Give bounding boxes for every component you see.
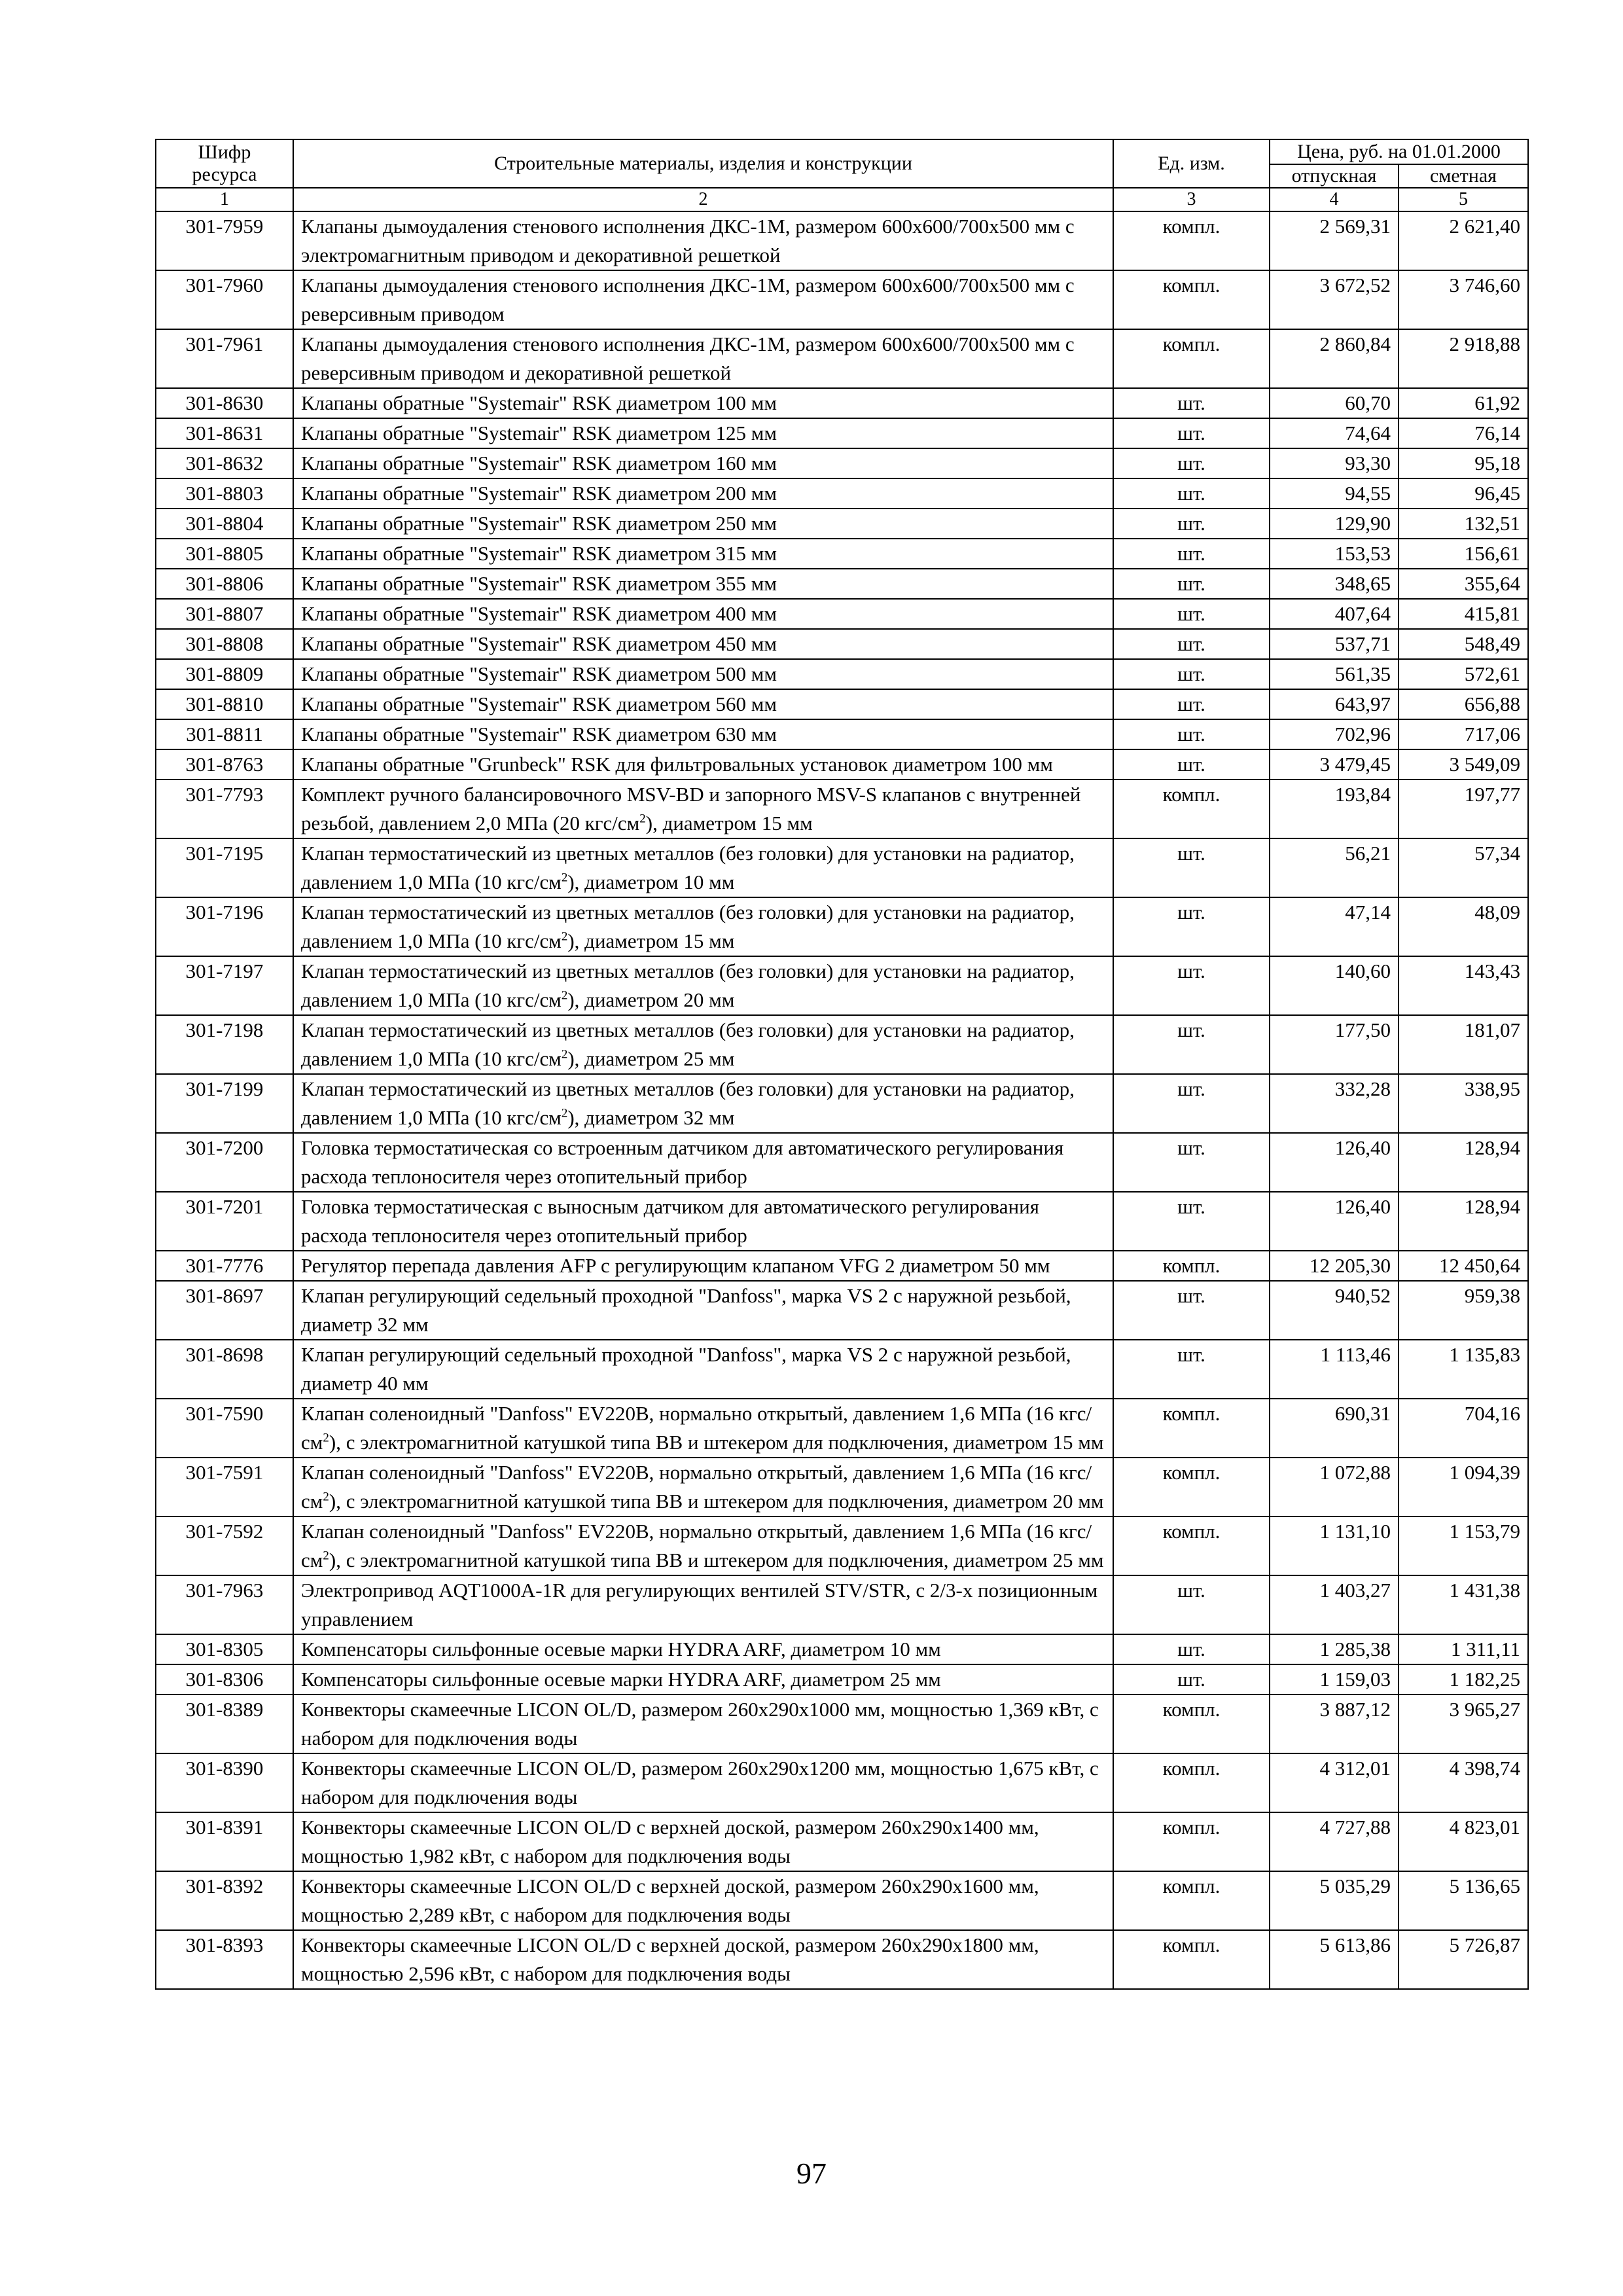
unit-of-measure: компл. xyxy=(1113,1695,1270,1753)
price-estimate: 61,92 xyxy=(1399,388,1528,418)
column-number: 5 xyxy=(1399,188,1528,211)
table-row xyxy=(156,599,1528,629)
unit-of-measure: компл. xyxy=(1113,1871,1270,1930)
material-description: Клапаны обратные "Systemair" RSK диаметром 355 мм xyxy=(293,569,1113,599)
price-estimate: 197,77 xyxy=(1399,780,1528,838)
material-description: Клапаны дымоудаления стенового исполнения ДКС-1М, размером 600х600/700х500 мм с реверсивным приводом и декоративной решеткой xyxy=(293,329,1113,388)
price-wholesale: 643,97 xyxy=(1270,689,1399,719)
price-estimate: 5 726,87 xyxy=(1399,1930,1528,1989)
material-description: Клапан термостатический из цветных металлов (без головки) для установки на радиатор, давлением 1,0 МПа (10 кгс/$см^2$), диаметром 20 мм xyxy=(293,956,1113,1015)
material-description: Клапаны обратные "Systemair" RSK диаметром 315 мм xyxy=(293,539,1113,569)
resource-code: 301-8391 xyxy=(156,1812,293,1871)
header-price-estimate: сметная xyxy=(1399,164,1528,188)
material-description: Конвекторы скамеечные LICON OL/D с верхней доской, размером 260х290х1400 мм, мощностью 1,982 кВт, с набором для подключения воды xyxy=(293,1812,1113,1871)
table-row xyxy=(156,689,1528,719)
price-wholesale: 1 159,03 xyxy=(1270,1664,1399,1695)
table-row xyxy=(156,897,1528,956)
unit-of-measure: компл. xyxy=(1113,211,1270,270)
price-wholesale: 93,30 xyxy=(1270,448,1399,478)
table-row xyxy=(156,838,1528,897)
price-estimate: 1 153,79 xyxy=(1399,1516,1528,1575)
superscript-two: 2 xyxy=(323,1549,329,1563)
price-wholesale: 5 035,29 xyxy=(1270,1871,1399,1930)
unit-of-measure: компл. xyxy=(1113,270,1270,329)
column-number: 3 xyxy=(1113,188,1270,211)
superscript-two: 2 xyxy=(561,1047,568,1062)
table-row xyxy=(156,956,1528,1015)
header-price-group: Цена, руб. на 01.01.2000 xyxy=(1270,139,1528,164)
resource-code: 301-7196 xyxy=(156,897,293,956)
unit-of-measure: шт. xyxy=(1113,569,1270,599)
price-wholesale: 3 672,52 xyxy=(1270,270,1399,329)
price-estimate: 143,43 xyxy=(1399,956,1528,1015)
resource-code: 301-8763 xyxy=(156,749,293,780)
price-wholesale: 940,52 xyxy=(1270,1281,1399,1340)
table-row xyxy=(156,780,1528,838)
material-description: Клапаны обратные "Systemair" RSK диаметром 630 мм xyxy=(293,719,1113,749)
material-description: Клапаны обратные "Grunbeck" RSK для фильтровальных установок диаметром 100 мм xyxy=(293,749,1113,780)
table-row xyxy=(156,1575,1528,1634)
price-estimate: 1 182,25 xyxy=(1399,1664,1528,1695)
material-description: Конвекторы скамеечные LICON OL/D, размером 260х290х1000 мм, мощностью 1,369 кВт, с набором для подключения воды xyxy=(293,1695,1113,1753)
material-description: Клапан термостатический из цветных металлов (без головки) для установки на радиатор, давлением 1,0 МПа (10 кгс/$см^2$), диаметром 32 мм xyxy=(293,1074,1113,1133)
price-estimate: 5 136,65 xyxy=(1399,1871,1528,1930)
material-description: Клапаны обратные "Systemair" RSK диаметром 450 мм xyxy=(293,629,1113,659)
superscript-two: 2 xyxy=(561,929,568,944)
material-description: Клапаны обратные "Systemair" RSK диаметром 250 мм xyxy=(293,509,1113,539)
resource-code: 301-7961 xyxy=(156,329,293,388)
resource-code: 301-8630 xyxy=(156,388,293,418)
table-row xyxy=(156,539,1528,569)
price-wholesale: 1 113,46 xyxy=(1270,1340,1399,1399)
resource-code: 301-8809 xyxy=(156,659,293,689)
resource-code: 301-8632 xyxy=(156,448,293,478)
table-row xyxy=(156,1871,1528,1930)
price-estimate: 959,38 xyxy=(1399,1281,1528,1340)
table-row xyxy=(156,388,1528,418)
table-row xyxy=(156,329,1528,388)
material-description: Клапан регулирующий седельный проходной "Danfoss", марка VS 2 с наружной резьбой, диаметр 32 мм xyxy=(293,1281,1113,1340)
table-row xyxy=(156,448,1528,478)
resource-code: 301-8631 xyxy=(156,418,293,448)
price-estimate: 3 549,09 xyxy=(1399,749,1528,780)
unit-of-measure: шт. xyxy=(1113,897,1270,956)
resource-code: 301-8803 xyxy=(156,478,293,509)
table-row xyxy=(156,1458,1528,1516)
unit-of-measure: шт. xyxy=(1113,689,1270,719)
table-body xyxy=(156,211,1528,1989)
table-row xyxy=(156,1015,1528,1074)
unit-of-measure: шт. xyxy=(1113,1192,1270,1251)
unit-of-measure: шт. xyxy=(1113,1634,1270,1664)
unit-of-measure: шт. xyxy=(1113,478,1270,509)
unit-of-measure: шт. xyxy=(1113,599,1270,629)
price-wholesale: 348,65 xyxy=(1270,569,1399,599)
material-description: Клапаны дымоудаления стенового исполнения ДКС-1М, размером 600х600/700х500 мм с электромагнитным приводом и декоративной решеткой xyxy=(293,211,1113,270)
material-description: Компенсаторы сильфонные осевые марки HYDRA ARF, диаметром 10 мм xyxy=(293,1634,1113,1664)
resource-code: 301-8306 xyxy=(156,1664,293,1695)
price-estimate: 1 135,83 xyxy=(1399,1340,1528,1399)
price-wholesale: 332,28 xyxy=(1270,1074,1399,1133)
material-description: Конвекторы скамеечные LICON OL/D, размером 260х290х1200 мм, мощностью 1,675 кВт, с набором для подключения воды xyxy=(293,1753,1113,1812)
price-wholesale: 1 072,88 xyxy=(1270,1458,1399,1516)
column-number: 2 xyxy=(293,188,1113,211)
table-row xyxy=(156,1664,1528,1695)
price-wholesale: 47,14 xyxy=(1270,897,1399,956)
price-estimate: 181,07 xyxy=(1399,1015,1528,1074)
unit-of-measure: шт. xyxy=(1113,539,1270,569)
price-estimate: 48,09 xyxy=(1399,897,1528,956)
resource-code: 301-8389 xyxy=(156,1695,293,1753)
unit-of-measure: компл. xyxy=(1113,780,1270,838)
table-row xyxy=(156,1634,1528,1664)
price-estimate: 1 431,38 xyxy=(1399,1575,1528,1634)
price-wholesale: 56,21 xyxy=(1270,838,1399,897)
table-row xyxy=(156,1399,1528,1458)
resource-code: 301-8810 xyxy=(156,689,293,719)
resource-code: 301-7591 xyxy=(156,1458,293,1516)
table-row xyxy=(156,1074,1528,1133)
resource-code: 301-8806 xyxy=(156,569,293,599)
price-wholesale: 3 479,45 xyxy=(1270,749,1399,780)
table-row xyxy=(156,1695,1528,1753)
material-description: Клапаны обратные "Systemair" RSK диаметром 100 мм xyxy=(293,388,1113,418)
price-estimate: 128,94 xyxy=(1399,1133,1528,1192)
table-row xyxy=(156,1340,1528,1399)
price-wholesale: 3 887,12 xyxy=(1270,1695,1399,1753)
resource-code: 301-7201 xyxy=(156,1192,293,1251)
resource-code: 301-8805 xyxy=(156,539,293,569)
price-wholesale: 60,70 xyxy=(1270,388,1399,418)
table-row xyxy=(156,418,1528,448)
price-estimate: 128,94 xyxy=(1399,1192,1528,1251)
price-estimate: 76,14 xyxy=(1399,418,1528,448)
price-estimate: 132,51 xyxy=(1399,509,1528,539)
superscript-two: 2 xyxy=(561,1106,568,1121)
price-estimate: 338,95 xyxy=(1399,1074,1528,1133)
header-price-wholesale: отпускная xyxy=(1270,164,1399,188)
price-wholesale: 4 727,88 xyxy=(1270,1812,1399,1871)
resource-code: 301-7198 xyxy=(156,1015,293,1074)
header-unit: Ед. изм. xyxy=(1113,139,1270,188)
price-wholesale: 1 285,38 xyxy=(1270,1634,1399,1664)
price-wholesale: 177,50 xyxy=(1270,1015,1399,1074)
price-estimate: 704,16 xyxy=(1399,1399,1528,1458)
unit-of-measure: шт. xyxy=(1113,1281,1270,1340)
material-description: Головка термостатическая с выносным датчиком для автоматического регулирования расхода теплоносителя через отопительный прибор xyxy=(293,1192,1113,1251)
table-row xyxy=(156,1192,1528,1251)
resource-code: 301-8697 xyxy=(156,1281,293,1340)
price-wholesale: 140,60 xyxy=(1270,956,1399,1015)
unit-of-measure: шт. xyxy=(1113,509,1270,539)
price-wholesale: 690,31 xyxy=(1270,1399,1399,1458)
price-estimate: 12 450,64 xyxy=(1399,1251,1528,1281)
price-wholesale: 2 569,31 xyxy=(1270,211,1399,270)
material-description: Головка термостатическая со встроенным датчиком для автоматического регулирования расхода теплоносителя через отопительный прибор xyxy=(293,1133,1113,1192)
table-row xyxy=(156,569,1528,599)
unit-of-measure: шт. xyxy=(1113,418,1270,448)
superscript-two: 2 xyxy=(323,1431,329,1445)
resource-code: 301-8807 xyxy=(156,599,293,629)
price-estimate: 1 311,11 xyxy=(1399,1634,1528,1664)
material-description: Клапаны дымоудаления стенового исполнения ДКС-1М, размером 600х600/700х500 мм с реверсивным приводом xyxy=(293,270,1113,329)
price-estimate: 355,64 xyxy=(1399,569,1528,599)
unit-of-measure: шт. xyxy=(1113,448,1270,478)
table-row xyxy=(156,509,1528,539)
header-material: Строительные материалы, изделия и конструкции xyxy=(293,139,1113,188)
table-row xyxy=(156,1133,1528,1192)
price-estimate: 2 621,40 xyxy=(1399,211,1528,270)
unit-of-measure: компл. xyxy=(1113,1930,1270,1989)
resource-code: 301-8393 xyxy=(156,1930,293,1989)
price-wholesale: 129,90 xyxy=(1270,509,1399,539)
resource-code: 301-7199 xyxy=(156,1074,293,1133)
unit-of-measure: компл. xyxy=(1113,1399,1270,1458)
table-row xyxy=(156,1812,1528,1871)
price-estimate: 96,45 xyxy=(1399,478,1528,509)
unit-of-measure: шт. xyxy=(1113,749,1270,780)
unit-of-measure: компл. xyxy=(1113,1812,1270,1871)
unit-of-measure: шт. xyxy=(1113,719,1270,749)
price-wholesale: 4 312,01 xyxy=(1270,1753,1399,1812)
material-description: Клапан термостатический из цветных металлов (без головки) для установки на радиатор, давлением 1,0 МПа (10 кгс/$см^2$), диаметром 10 мм xyxy=(293,838,1113,897)
price-wholesale: 537,71 xyxy=(1270,629,1399,659)
material-description: Клапан термостатический из цветных металлов (без головки) для установки на радиатор, давлением 1,0 МПа (10 кгс/$см^2$), диаметром 25 мм xyxy=(293,1015,1113,1074)
price-estimate: 156,61 xyxy=(1399,539,1528,569)
price-estimate: 717,06 xyxy=(1399,719,1528,749)
material-description: Конвекторы скамеечные LICON OL/D с верхней доской, размером 260х290х1600 мм, мощностью 2,289 кВт, с набором для подключения воды xyxy=(293,1871,1113,1930)
table-row xyxy=(156,1930,1528,1989)
resource-code: 301-7959 xyxy=(156,211,293,270)
superscript-two: 2 xyxy=(561,870,568,885)
unit-of-measure: компл. xyxy=(1113,1251,1270,1281)
price-wholesale: 126,40 xyxy=(1270,1192,1399,1251)
material-description: Клапан соленоидный "Danfoss" EV220B, нормально открытый, давлением 1,6 МПа (16 кгс/$см^2$), с электромагнитной катушкой типа BB и штекером для подключения, диаметром 25 мм xyxy=(293,1516,1113,1575)
table-row xyxy=(156,1753,1528,1812)
material-description: Клапаны обратные "Systemair" RSK диаметром 200 мм xyxy=(293,478,1113,509)
table-row xyxy=(156,270,1528,329)
price-estimate: 95,18 xyxy=(1399,448,1528,478)
price-wholesale: 561,35 xyxy=(1270,659,1399,689)
price-table xyxy=(155,139,1529,1990)
price-wholesale: 407,64 xyxy=(1270,599,1399,629)
superscript-two: 2 xyxy=(561,988,568,1003)
material-description: Клапаны обратные "Systemair" RSK диаметром 400 мм xyxy=(293,599,1113,629)
table-row xyxy=(156,749,1528,780)
unit-of-measure: шт. xyxy=(1113,1340,1270,1399)
price-wholesale: 5 613,86 xyxy=(1270,1930,1399,1989)
material-description: Электропривод AQT1000A-1R для регулирующих вентилей STV/STR, с 2/3-х позиционным управлением xyxy=(293,1575,1113,1634)
price-estimate: 3 746,60 xyxy=(1399,270,1528,329)
price-wholesale: 12 205,30 xyxy=(1270,1251,1399,1281)
material-description: Клапаны обратные "Systemair" RSK диаметром 500 мм xyxy=(293,659,1113,689)
material-description: Комплект ручного балансировочного MSV-BD и запорного MSV-S клапанов с внутренней резьбой, давлением 2,0 МПа (20 кгс/$см^2$), диаметром 15 мм xyxy=(293,780,1113,838)
price-estimate: 4 398,74 xyxy=(1399,1753,1528,1812)
price-wholesale: 1 131,10 xyxy=(1270,1516,1399,1575)
material-description: Клапан соленоидный "Danfoss" EV220B, нормально открытый, давлением 1,6 МПа (16 кгс/$см^2$), с электромагнитной катушкой типа BB и штекером для подключения, диаметром 20 мм xyxy=(293,1458,1113,1516)
unit-of-measure: шт. xyxy=(1113,1074,1270,1133)
resource-code: 301-7793 xyxy=(156,780,293,838)
price-estimate: 3 965,27 xyxy=(1399,1695,1528,1753)
table-row xyxy=(156,629,1528,659)
column-number-row xyxy=(156,188,1528,211)
table-row xyxy=(156,719,1528,749)
material-description: Регулятор перепада давления AFP с регулирующим клапаном VFG 2 диаметром 50 мм xyxy=(293,1251,1113,1281)
header-code: Шифр ресурса xyxy=(156,139,293,188)
resource-code: 301-8305 xyxy=(156,1634,293,1664)
material-description: Клапан термостатический из цветных металлов (без головки) для установки на радиатор, давлением 1,0 МПа (10 кгс/$см^2$), диаметром 15 мм xyxy=(293,897,1113,956)
unit-of-measure: компл. xyxy=(1113,1516,1270,1575)
material-description: Клапан регулирующий седельный проходной "Danfoss", марка VS 2 с наружной резьбой, диаметр 40 мм xyxy=(293,1340,1113,1399)
table-row xyxy=(156,1281,1528,1340)
unit-of-measure: шт. xyxy=(1113,629,1270,659)
unit-of-measure: компл. xyxy=(1113,1753,1270,1812)
price-estimate: 4 823,01 xyxy=(1399,1812,1528,1871)
column-number: 1 xyxy=(156,188,293,211)
price-estimate: 415,81 xyxy=(1399,599,1528,629)
price-wholesale: 153,53 xyxy=(1270,539,1399,569)
superscript-two: 2 xyxy=(639,812,646,826)
material-description: Клапан соленоидный "Danfoss" EV220B, нормально открытый, давлением 1,6 МПа (16 кгс/$см^2$), с электромагнитной катушкой типа BB и штекером для подключения, диаметром 15 мм xyxy=(293,1399,1113,1458)
page-number: 97 xyxy=(796,2157,827,2190)
resource-code: 301-8804 xyxy=(156,509,293,539)
price-estimate: 656,88 xyxy=(1399,689,1528,719)
unit-of-measure: шт. xyxy=(1113,1133,1270,1192)
price-wholesale: 74,64 xyxy=(1270,418,1399,448)
price-estimate: 2 918,88 xyxy=(1399,329,1528,388)
price-estimate: 57,34 xyxy=(1399,838,1528,897)
price-estimate: 572,61 xyxy=(1399,659,1528,689)
resource-code: 301-7590 xyxy=(156,1399,293,1458)
resource-code: 301-8811 xyxy=(156,719,293,749)
table-row xyxy=(156,659,1528,689)
price-estimate: 548,49 xyxy=(1399,629,1528,659)
column-number: 4 xyxy=(1270,188,1399,211)
material-description: Клапаны обратные "Systemair" RSK диаметром 125 мм xyxy=(293,418,1113,448)
unit-of-measure: шт. xyxy=(1113,956,1270,1015)
unit-of-measure: шт. xyxy=(1113,1015,1270,1074)
table-row xyxy=(156,478,1528,509)
resource-code: 301-7200 xyxy=(156,1133,293,1192)
material-description: Клапаны обратные "Systemair" RSK диаметром 560 мм xyxy=(293,689,1113,719)
unit-of-measure: шт. xyxy=(1113,1664,1270,1695)
resource-code: 301-7776 xyxy=(156,1251,293,1281)
unit-of-measure: компл. xyxy=(1113,1458,1270,1516)
resource-code: 301-7960 xyxy=(156,270,293,329)
price-wholesale: 2 860,84 xyxy=(1270,329,1399,388)
unit-of-measure: шт. xyxy=(1113,1575,1270,1634)
material-description: Компенсаторы сильфонные осевые марки HYDRA ARF, диаметром 25 мм xyxy=(293,1664,1113,1695)
superscript-two: 2 xyxy=(323,1490,329,1504)
price-wholesale: 1 403,27 xyxy=(1270,1575,1399,1634)
unit-of-measure: шт. xyxy=(1113,659,1270,689)
resource-code: 301-7197 xyxy=(156,956,293,1015)
table-row xyxy=(156,1251,1528,1281)
resource-code: 301-8392 xyxy=(156,1871,293,1930)
material-description: Клапаны обратные "Systemair" RSK диаметром 160 мм xyxy=(293,448,1113,478)
table-header xyxy=(156,139,1528,211)
price-estimate: 1 094,39 xyxy=(1399,1458,1528,1516)
price-wholesale: 193,84 xyxy=(1270,780,1399,838)
price-wholesale: 702,96 xyxy=(1270,719,1399,749)
resource-code: 301-7195 xyxy=(156,838,293,897)
price-wholesale: 126,40 xyxy=(1270,1133,1399,1192)
material-description: Конвекторы скамеечные LICON OL/D с верхней доской, размером 260х290х1800 мм, мощностью 2,596 кВт, с набором для подключения воды xyxy=(293,1930,1113,1989)
resource-code: 301-8808 xyxy=(156,629,293,659)
unit-of-measure: шт. xyxy=(1113,838,1270,897)
table-row xyxy=(156,1516,1528,1575)
resource-code: 301-7963 xyxy=(156,1575,293,1634)
resource-code: 301-7592 xyxy=(156,1516,293,1575)
unit-of-measure: шт. xyxy=(1113,388,1270,418)
resource-code: 301-8698 xyxy=(156,1340,293,1399)
resource-code: 301-8390 xyxy=(156,1753,293,1812)
price-wholesale: 94,55 xyxy=(1270,478,1399,509)
unit-of-measure: компл. xyxy=(1113,329,1270,388)
table-row xyxy=(156,211,1528,270)
